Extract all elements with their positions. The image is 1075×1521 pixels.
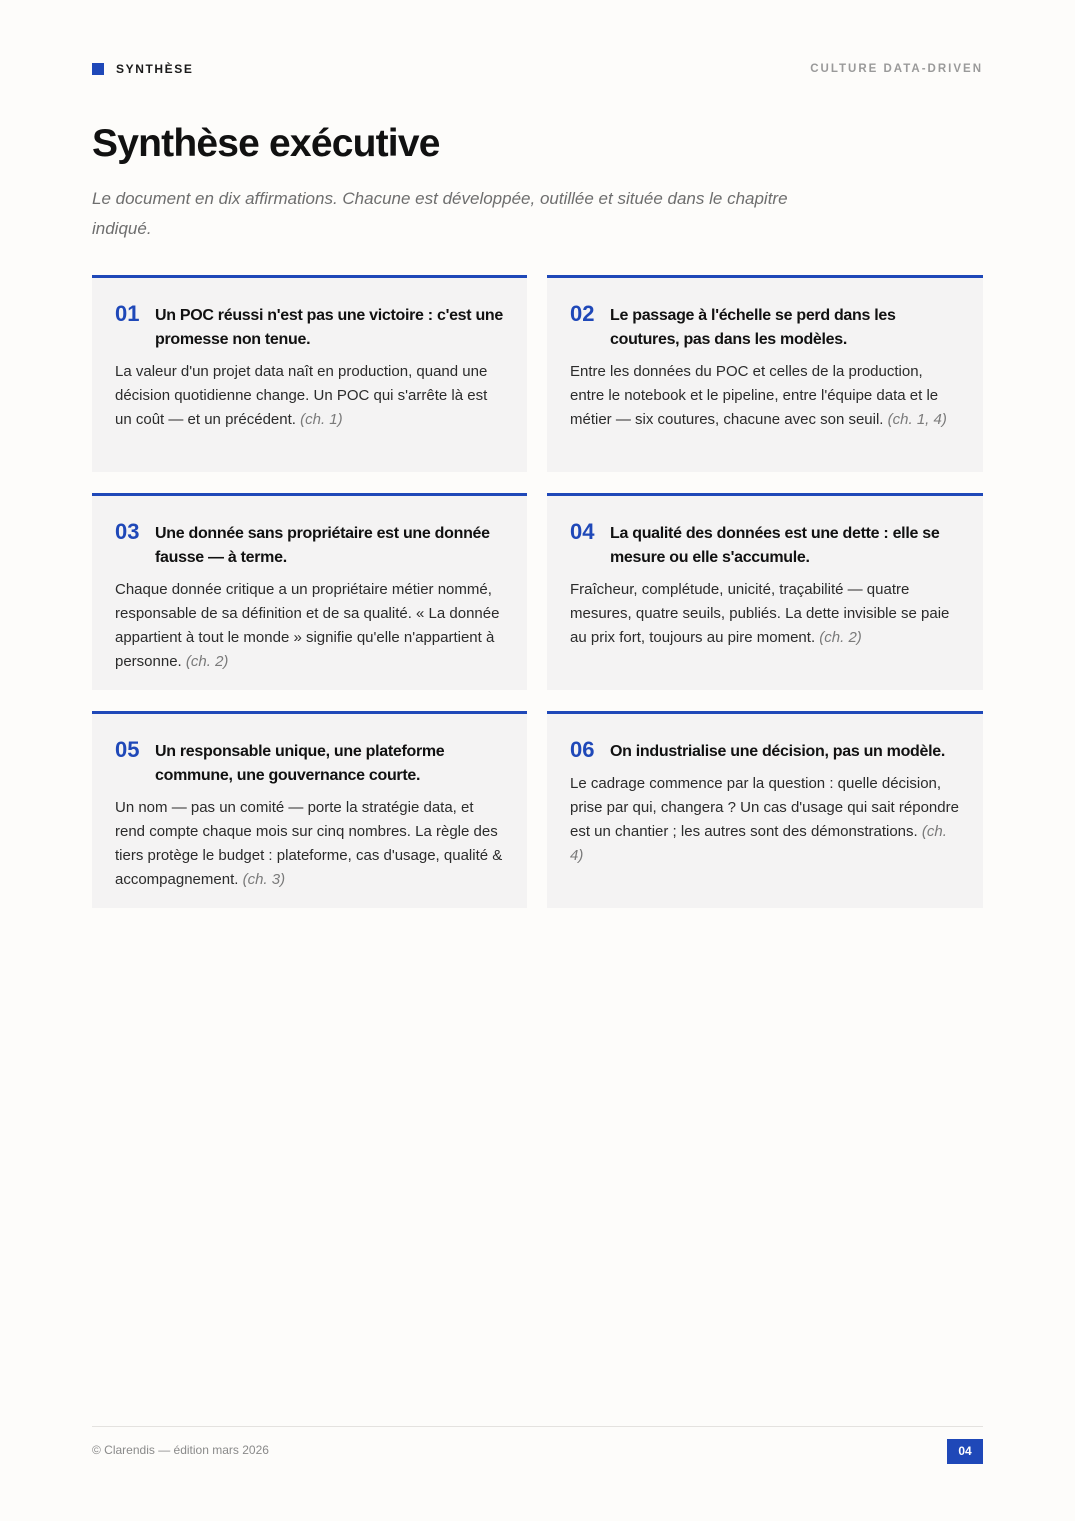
page-header (92, 62, 983, 86)
statement-card-04 (547, 493, 983, 690)
card-number: 06 (570, 737, 595, 762)
page-number-badge: 04 (947, 1439, 983, 1464)
card-body (115, 360, 505, 432)
card-text: Un nom — pas un comité — porte la stratégie data, et rend compte chaque mois sur cinq nombres. La règle des tiers protège le budget : plateforme, cas d'usage, qualité & accompagnement. (115, 799, 503, 888)
card-text: Fraîcheur, complétude, unicité, traçabilité — quatre mesures, quatre seuils, publiés. La dette invisible se paie au prix fort, toujours au pire moment. (570, 581, 950, 646)
card-text: Le cadrage commence par la question : quelle décision, prise par qui, changera ? Un cas d'usage qui sait répondre est un chantier ; les autres sont des démonstrations. (570, 775, 959, 840)
card-body (115, 796, 505, 892)
card-body (570, 360, 961, 432)
copyright: © Clarendis — édition mars 2026 (92, 1443, 269, 1457)
statement-card-05 (92, 711, 527, 908)
chapter-reference: (ch. 2) (819, 629, 862, 646)
chapter-reference: (ch. 3) (242, 871, 286, 888)
card-text: Entre les données du POC et celles de la production, entre le notebook et le pipeline, entre l'équipe data et le métier — six coutures, chacune avec son seuil. (570, 363, 939, 428)
card-text: La valeur d'un projet data naît en production, quand une décision quotidienne change. Un POC qui s'arrête là est un coût — et un précédent. (115, 363, 488, 428)
card-head (115, 738, 505, 788)
card-body (115, 578, 505, 674)
document-label: CULTURE DATA-DRIVEN (810, 63, 983, 75)
section-square-icon (92, 63, 104, 75)
card-title: Un POC réussi n'est pas une victoire : c'est une promesse non tenue. (155, 307, 503, 348)
card-number: 01 (115, 301, 140, 326)
chapter-reference: (ch. 1, 4) (887, 411, 947, 428)
statement-card-06 (547, 711, 983, 908)
page-footer (92, 1426, 983, 1467)
statement-card-02 (547, 275, 983, 472)
card-number: 02 (570, 301, 595, 326)
statements-grid (92, 275, 983, 908)
card-body (570, 578, 961, 650)
page-title: Synthèse exécutive (92, 122, 440, 165)
chapter-reference: (ch. 2) (185, 653, 229, 670)
card-title: Le passage à l'échelle se perd dans les coutures, pas dans les modèles. (610, 307, 896, 348)
card-head (570, 738, 961, 764)
chapter-reference: (ch. 1) (300, 411, 343, 428)
section-tag (92, 62, 193, 76)
chapter-reference: (ch. 4) (570, 823, 947, 864)
page-subtitle: Le document en dix affirmations. Chacune est développée, outillée et située dans le chapitre indiqué. (92, 189, 788, 238)
card-head (115, 520, 505, 570)
card-number: 03 (115, 519, 140, 544)
card-title: Un responsable unique, une plateforme commune, une gouvernance courte. (155, 743, 445, 784)
statement-card-01 (92, 275, 527, 472)
card-body (570, 772, 961, 868)
card-number: 05 (115, 737, 140, 762)
section-label: SYNTHÈSE (116, 62, 194, 76)
card-head (115, 302, 505, 352)
card-number: 04 (570, 519, 595, 544)
card-text: Chaque donnée critique a un propriétaire métier nommé, responsable de sa définition et de sa qualité. « La donnée appartient à tout le monde » signifie qu'elle n'appartient à personne. (115, 581, 500, 670)
card-head (570, 520, 961, 570)
card-title: On industrialise une décision, pas un modèle. (610, 743, 946, 760)
statement-card-03 (92, 493, 527, 690)
card-head (570, 302, 961, 352)
card-title: Une donnée sans propriétaire est une donnée fausse — à terme. (155, 525, 490, 566)
card-title: La qualité des données est une dette : elle se mesure ou elle s'accumule. (610, 525, 940, 566)
